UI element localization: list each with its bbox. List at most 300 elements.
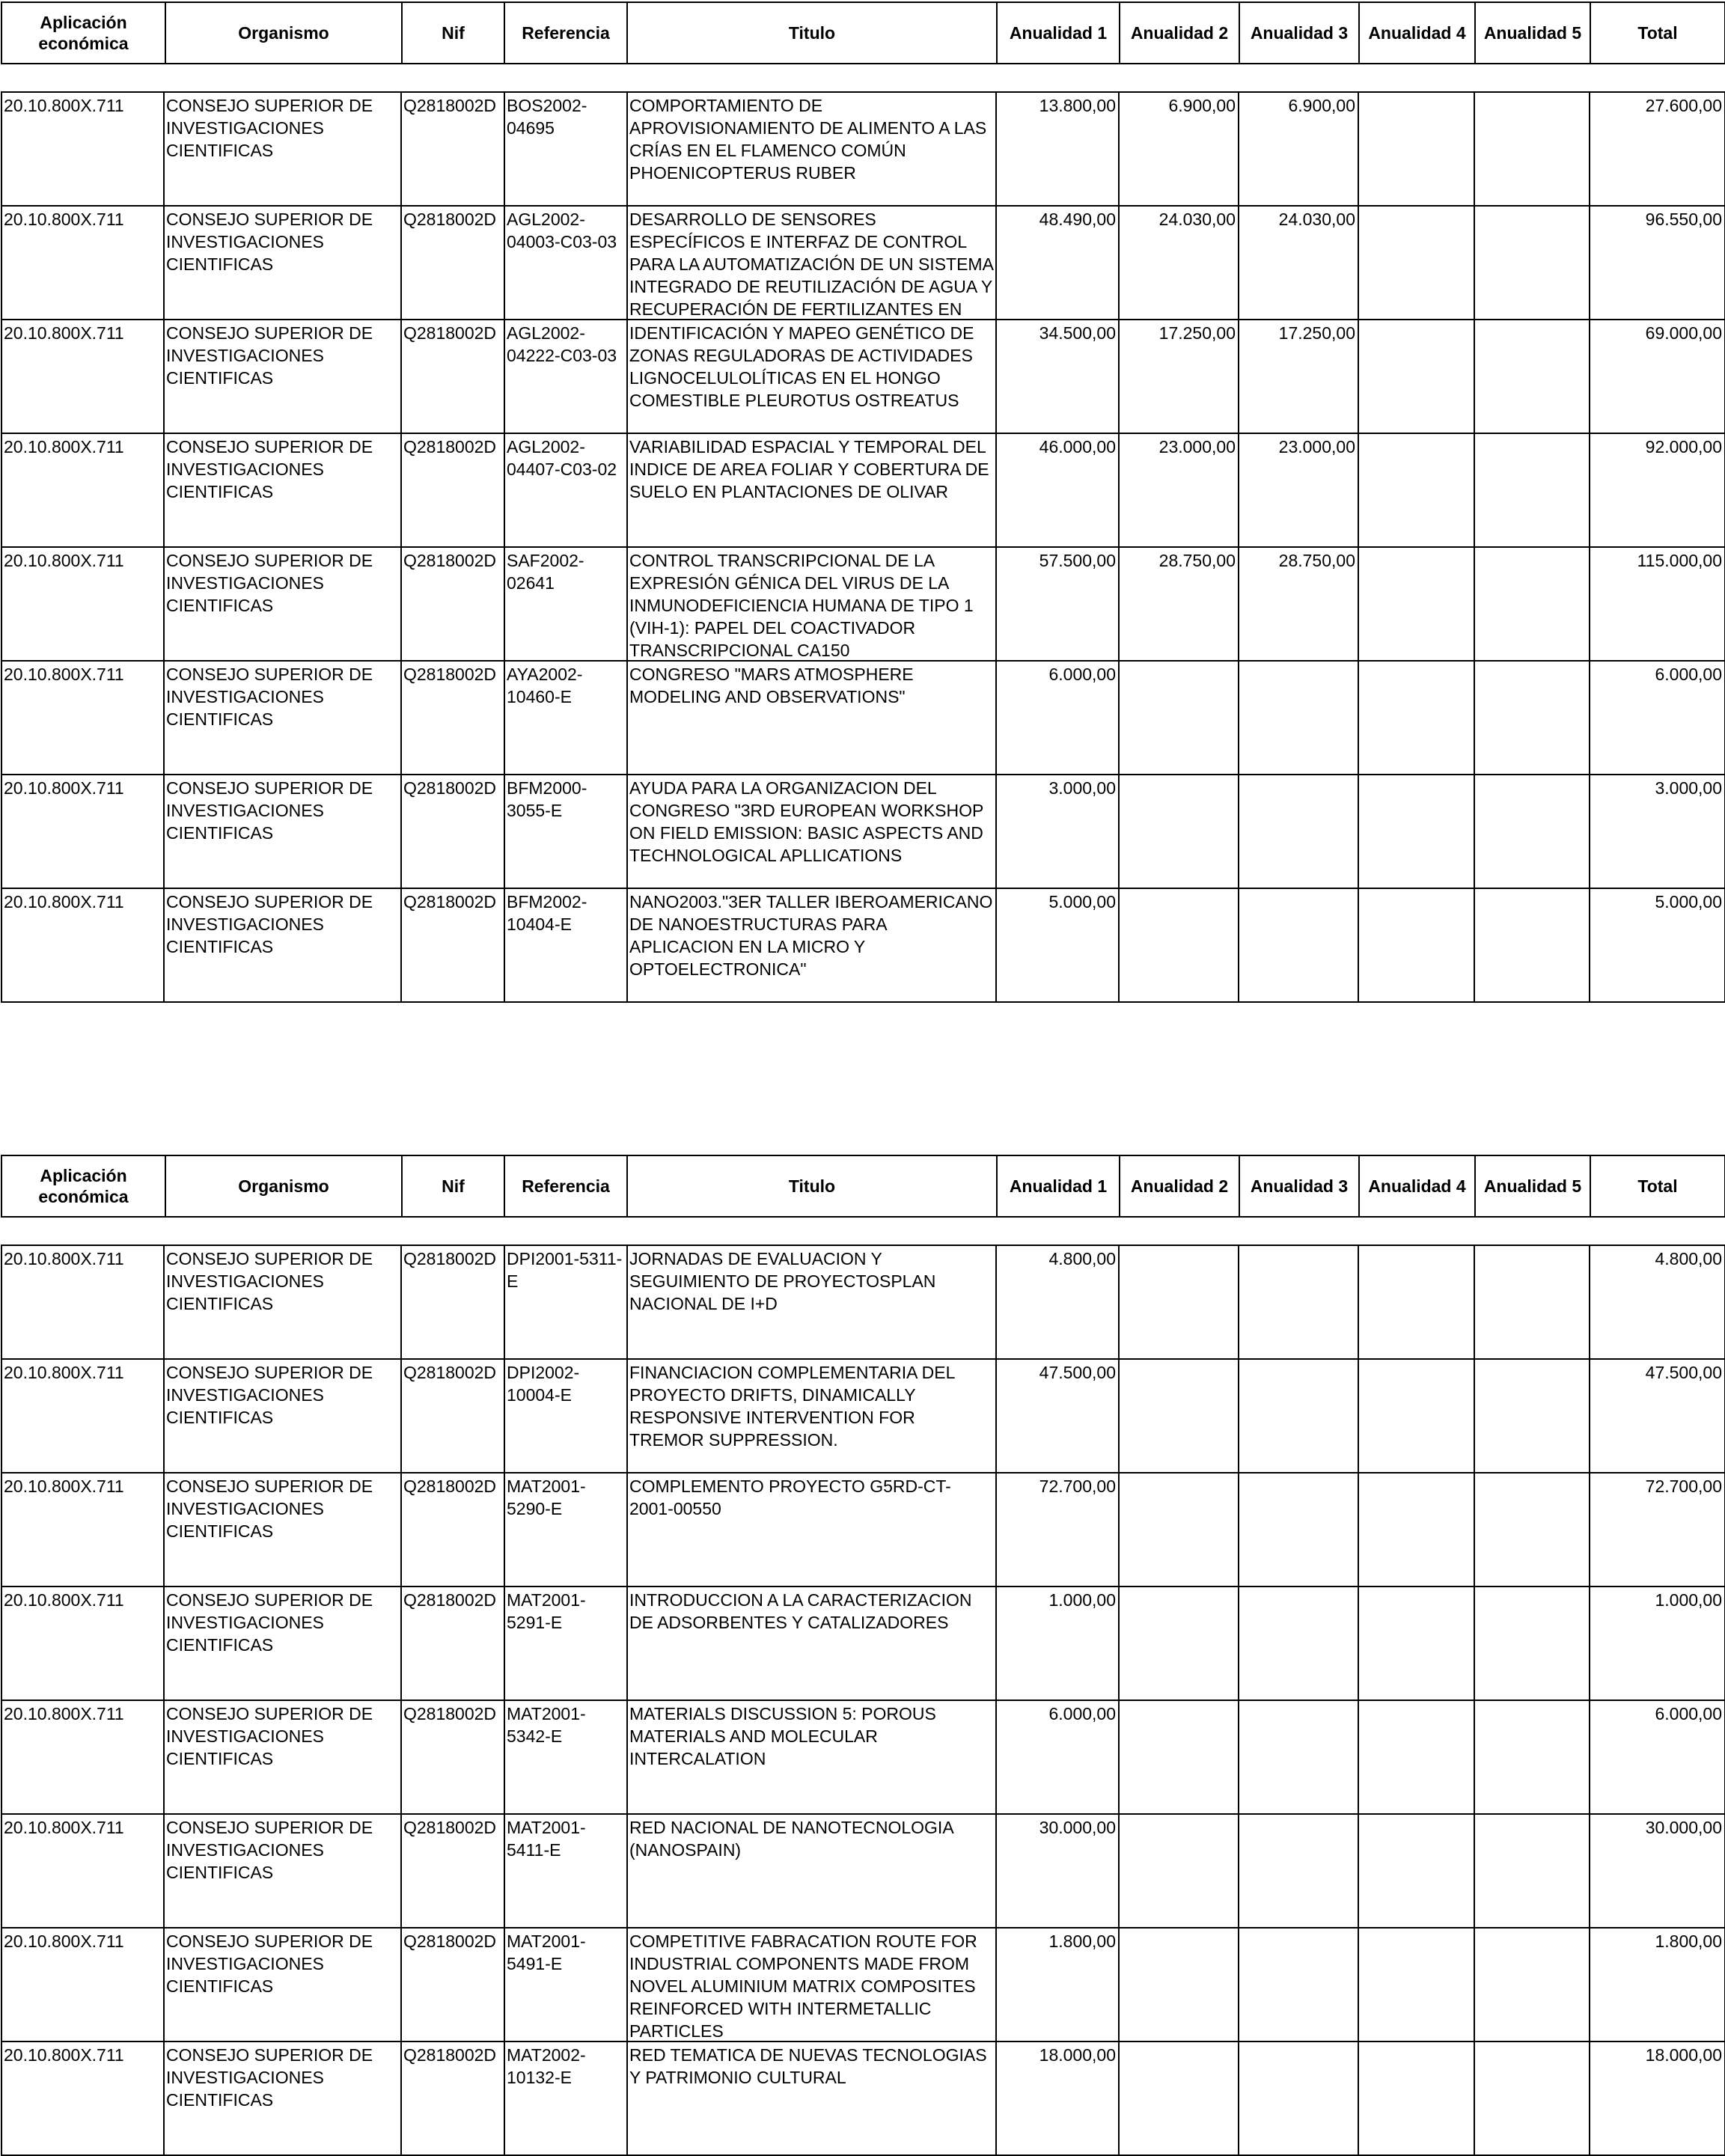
cell-anualidad-4 <box>1358 547 1474 661</box>
cell-text: CONSEJO SUPERIOR DE INVESTIGACIONES CIENTIFICAS <box>166 665 373 729</box>
cell-total <box>1590 433 1725 547</box>
cell-aplicacion <box>1 1587 164 1700</box>
cell-anualidad-2 <box>1119 206 1239 320</box>
cell-anualidad-1 <box>996 1473 1119 1587</box>
cell-aplicacion <box>1 775 164 888</box>
cell-text: 27.600,00 <box>1645 96 1722 115</box>
cell-anualidad-4 <box>1358 1587 1474 1700</box>
cell-text: AGL2002-04003-C03-03 <box>507 210 617 251</box>
cell-text: MAT2002-10132-E <box>507 2045 586 2087</box>
cell-referencia <box>504 1587 627 1700</box>
cell-text: 46.000,00 <box>1039 437 1116 456</box>
cell-text: CONSEJO SUPERIOR DE INVESTIGACIONES CIENTIFICAS <box>166 1931 373 1996</box>
cell-organismo <box>164 1700 401 1814</box>
cell-text: 6.900,00 <box>1288 96 1355 115</box>
cell-text: 3.000,00 <box>1048 778 1116 798</box>
cell-text: 20.10.800X.711 <box>4 665 124 684</box>
cell-referencia <box>504 888 627 1002</box>
cell-nif <box>401 1587 504 1700</box>
cell-aplicacion <box>1 320 164 433</box>
cell-anualidad-2 <box>1119 320 1239 433</box>
cell-text: 18.000,00 <box>1645 2045 1722 2065</box>
cell-text: 20.10.800X.711 <box>4 551 124 570</box>
cell-total <box>1590 1473 1725 1587</box>
header-titulo: Titulo <box>627 2 997 64</box>
cell-organismo <box>164 206 401 320</box>
cell-text: CONSEJO SUPERIOR DE INVESTIGACIONES CIENTIFICAS <box>166 437 373 501</box>
cell-text: 72.700,00 <box>1039 1476 1116 1496</box>
cell-text: CONTROL TRANSCRIPCIONAL DE LA EXPRESIÓN GÉNICA DEL VIRUS DE LA INMUNODEFICIENCIA HUMANA DE TIPO 1 (VIH-1): PAPEL DEL COACTIVADOR TRANSCRIPCIONAL CA150 <box>629 551 974 660</box>
cell-nif <box>401 320 504 433</box>
header-organismo: Organismo <box>165 2 402 64</box>
table-row <box>1 1587 1725 1700</box>
cell-text: 48.490,00 <box>1039 210 1116 229</box>
cell-organismo <box>164 1587 401 1700</box>
cell-anualidad-2 <box>1119 92 1239 206</box>
cell-text <box>1361 1475 1471 1586</box>
cell-total <box>1590 2042 1725 2155</box>
cell-referencia <box>504 661 627 775</box>
cell-anualidad-3 <box>1239 206 1358 320</box>
cell-text <box>1241 1589 1355 1700</box>
cell-text <box>1477 777 1587 888</box>
section-1-body <box>1 91 1725 1003</box>
cell-titulo <box>627 1359 996 1473</box>
cell-text <box>1361 208 1471 319</box>
cell-text: Q2818002D <box>403 1249 497 1268</box>
data-table <box>1 1245 1725 2156</box>
cell-anualidad-4 <box>1358 320 1474 433</box>
cell-referencia <box>504 547 627 661</box>
cell-total <box>1590 888 1725 1002</box>
cell-anualidad-1 <box>996 433 1119 547</box>
cell-text: 20.10.800X.711 <box>4 1249 124 1268</box>
header-anualidad-3: Anualidad 3 <box>1239 1155 1359 1217</box>
cell-anualidad-3 <box>1239 1928 1358 2042</box>
cell-anualidad-1 <box>996 2042 1119 2155</box>
cell-text <box>1477 208 1587 319</box>
cell-titulo <box>627 661 996 775</box>
cell-titulo <box>627 2042 996 2155</box>
cell-total <box>1590 1814 1725 1928</box>
cell-text: SAF2002-02641 <box>507 551 584 593</box>
cell-text: 115.000,00 <box>1637 551 1722 570</box>
cell-text: CONSEJO SUPERIOR DE INVESTIGACIONES CIENTIFICAS <box>166 892 373 956</box>
cell-text: Q2818002D <box>403 778 497 798</box>
cell-titulo <box>627 320 996 433</box>
table-row <box>1 1245 1725 1359</box>
cell-text: 20.10.800X.711 <box>4 778 124 798</box>
cell-anualidad-1 <box>996 92 1119 206</box>
cell-total <box>1590 1359 1725 1473</box>
cell-text <box>1361 1589 1471 1700</box>
cell-anualidad-5 <box>1474 320 1590 433</box>
cell-text: 6.000,00 <box>1655 1704 1722 1723</box>
header-anualidad-2: Anualidad 2 <box>1120 2 1239 64</box>
cell-organismo <box>164 1473 401 1587</box>
cell-referencia <box>504 1245 627 1359</box>
cell-anualidad-1 <box>996 1928 1119 2042</box>
cell-referencia <box>504 320 627 433</box>
cell-text: BFM2002-10404-E <box>507 892 587 934</box>
cell-aplicacion <box>1 1700 164 1814</box>
cell-nif <box>401 661 504 775</box>
cell-text: 20.10.800X.711 <box>4 1931 124 1951</box>
cell-titulo <box>627 433 996 547</box>
cell-text: CONSEJO SUPERIOR DE INVESTIGACIONES CIENTIFICAS <box>166 210 373 274</box>
cell-text: CONSEJO SUPERIOR DE INVESTIGACIONES CIENTIFICAS <box>166 778 373 843</box>
cell-referencia <box>504 433 627 547</box>
cell-organismo <box>164 775 401 888</box>
cell-text <box>1241 1475 1355 1586</box>
cell-text <box>1121 2044 1236 2155</box>
cell-text: IDENTIFICACIÓN Y MAPEO GENÉTICO DE ZONAS REGULADORAS DE ACTIVIDADES LIGNOCELULOLÍTICAS EN EL HONGO COMESTIBLE PLEUROTUS OSTREATUS <box>629 323 974 410</box>
cell-text: 18.000,00 <box>1039 2045 1116 2065</box>
section-1 <box>1 1 1725 64</box>
cell-titulo <box>627 888 996 1002</box>
cell-text: 5.000,00 <box>1048 892 1116 911</box>
cell-text: 57.500,00 <box>1039 551 1116 570</box>
cell-text: 20.10.800X.711 <box>4 96 124 115</box>
cell-aplicacion <box>1 1814 164 1928</box>
header-organismo: Organismo <box>165 1155 402 1217</box>
cell-anualidad-1 <box>996 1814 1119 1928</box>
cell-text <box>1477 1361 1587 1472</box>
cell-anualidad-4 <box>1358 206 1474 320</box>
cell-anualidad-3 <box>1239 2042 1358 2155</box>
cell-titulo <box>627 92 996 206</box>
cell-text: 20.10.800X.711 <box>4 1818 124 1837</box>
cell-anualidad-3 <box>1239 433 1358 547</box>
cell-text: 20.10.800X.711 <box>4 1704 124 1723</box>
cell-anualidad-4 <box>1358 1814 1474 1928</box>
cell-text <box>1477 322 1587 433</box>
cell-anualidad-5 <box>1474 888 1590 1002</box>
header-anualidad-1: Anualidad 1 <box>997 1155 1120 1217</box>
cell-text <box>1121 1930 1236 2041</box>
cell-text: 20.10.800X.711 <box>4 1476 124 1496</box>
cell-text: MAT2001-5291-E <box>507 1590 586 1632</box>
cell-anualidad-5 <box>1474 1245 1590 1359</box>
header-nif: Nif <box>402 2 504 64</box>
cell-text: MAT2001-5411-E <box>507 1818 586 1860</box>
header-nif: Nif <box>402 1155 504 1217</box>
cell-text <box>1121 1475 1236 1586</box>
header-anualidad-5: Anualidad 5 <box>1475 1155 1590 1217</box>
cell-organismo <box>164 1928 401 2042</box>
cell-aplicacion <box>1 206 164 320</box>
cell-anualidad-2 <box>1119 1700 1239 1814</box>
cell-text: COMPORTAMIENTO DE APROVISIONAMIENTO DE ALIMENTO A LAS CRÍAS EN EL FLAMENCO COMÚN PHOENICOPTERUS RUBER <box>629 96 987 183</box>
cell-text: DPI2002-10004-E <box>507 1363 580 1405</box>
cell-text: INTRODUCCION A LA CARACTERIZACION DE ADSORBENTES Y CATALIZADORES <box>629 1590 972 1632</box>
cell-text <box>1121 1589 1236 1700</box>
cell-text <box>1121 663 1236 774</box>
table-row <box>1 433 1725 547</box>
cell-aplicacion <box>1 433 164 547</box>
cell-anualidad-4 <box>1358 433 1474 547</box>
cell-nif <box>401 775 504 888</box>
cell-anualidad-3 <box>1239 775 1358 888</box>
cell-anualidad-3 <box>1239 1814 1358 1928</box>
cell-text <box>1361 94 1471 205</box>
cell-nif <box>401 888 504 1002</box>
cell-anualidad-5 <box>1474 433 1590 547</box>
cell-text: 20.10.800X.711 <box>4 1363 124 1382</box>
cell-text <box>1477 436 1587 546</box>
cell-anualidad-3 <box>1239 1359 1358 1473</box>
header-referencia: Referencia <box>504 2 627 64</box>
cell-text: Q2818002D <box>403 1931 497 1951</box>
cell-text: 72.700,00 <box>1645 1476 1722 1496</box>
cell-anualidad-5 <box>1474 2042 1590 2155</box>
section-2 <box>1 1155 1725 1218</box>
cell-anualidad-3 <box>1239 1700 1358 1814</box>
cell-anualidad-1 <box>996 888 1119 1002</box>
cell-text: Q2818002D <box>403 2045 497 2065</box>
cell-titulo <box>627 775 996 888</box>
cell-nif <box>401 1700 504 1814</box>
cell-anualidad-4 <box>1358 1359 1474 1473</box>
cell-text: Q2818002D <box>403 665 497 684</box>
cell-anualidad-5 <box>1474 1814 1590 1928</box>
cell-text: 30.000,00 <box>1039 1818 1116 1837</box>
cell-anualidad-2 <box>1119 547 1239 661</box>
cell-text: Q2818002D <box>403 551 497 570</box>
cell-anualidad-2 <box>1119 1245 1239 1359</box>
cell-text <box>1121 777 1236 888</box>
table-row <box>1 1700 1725 1814</box>
cell-anualidad-3 <box>1239 92 1358 206</box>
header-anualidad-5: Anualidad 5 <box>1475 2 1590 64</box>
cell-text: Q2818002D <box>403 1590 497 1610</box>
cell-text: Q2818002D <box>403 892 497 911</box>
cell-total <box>1590 661 1725 775</box>
table-row <box>1 1814 1725 1928</box>
cell-anualidad-5 <box>1474 1700 1590 1814</box>
cell-total <box>1590 1587 1725 1700</box>
cell-nif <box>401 206 504 320</box>
cell-text: Q2818002D <box>403 1476 497 1496</box>
cell-anualidad-3 <box>1239 1587 1358 1700</box>
cell-text <box>1241 1248 1355 1358</box>
table-row <box>1 2042 1725 2155</box>
cell-anualidad-4 <box>1358 775 1474 888</box>
header-referencia: Referencia <box>504 1155 627 1217</box>
header-anualidad-1: Anualidad 1 <box>997 2 1120 64</box>
cell-text: 47.500,00 <box>1039 1363 1116 1382</box>
cell-text: AYUDA PARA LA ORGANIZACION DEL CONGRESO "3RD EUROPEAN WORKSHOP ON FIELD EMISSION: BASIC ASPECTS AND TECHNOLOGICAL APLLICATIONS <box>629 778 983 865</box>
cell-text: 20.10.800X.711 <box>4 892 124 911</box>
cell-text <box>1361 663 1471 774</box>
cell-text <box>1121 891 1236 1001</box>
cell-text: Q2818002D <box>403 210 497 229</box>
cell-nif <box>401 1928 504 2042</box>
cell-text: AGL2002-04407-C03-02 <box>507 437 617 479</box>
cell-anualidad-5 <box>1474 547 1590 661</box>
cell-text: CONSEJO SUPERIOR DE INVESTIGACIONES CIENTIFICAS <box>166 1249 373 1313</box>
table-row <box>1 661 1725 775</box>
cell-organismo <box>164 547 401 661</box>
cell-anualidad-1 <box>996 1587 1119 1700</box>
cell-text: Q2818002D <box>403 437 497 456</box>
cell-text <box>1361 549 1471 660</box>
cell-text: 5.000,00 <box>1655 892 1722 911</box>
cell-anualidad-5 <box>1474 92 1590 206</box>
cell-text: RED NACIONAL DE NANOTECNOLOGIA (NANOSPAIN) <box>629 1818 953 1860</box>
cell-text: 28.750,00 <box>1158 551 1236 570</box>
cell-text <box>1241 1816 1355 1927</box>
cell-text <box>1361 436 1471 546</box>
cell-anualidad-3 <box>1239 1245 1358 1359</box>
cell-total <box>1590 547 1725 661</box>
cell-anualidad-2 <box>1119 1928 1239 2042</box>
cell-text <box>1361 1361 1471 1472</box>
cell-text: CONGRESO "MARS ATMOSPHERE MODELING AND OBSERVATIONS" <box>629 665 914 706</box>
cell-anualidad-3 <box>1239 547 1358 661</box>
cell-text: DESARROLLO DE SENSORES ESPECÍFICOS E INTERFAZ DE CONTROL PARA LA AUTOMATIZACIÓN DE UN SISTEMA INTEGRADO DE REUTILIZACIÓN DE AGUA Y RECUPERACIÓN DE FERTILIZANTES EN <box>629 210 993 319</box>
cell-referencia <box>504 1359 627 1473</box>
header-aplicacion: Aplicación económica <box>1 2 165 64</box>
header-table <box>1 1155 1725 1218</box>
cell-text: 1.800,00 <box>1048 1931 1116 1951</box>
cell-text: 13.800,00 <box>1039 96 1116 115</box>
table-row <box>1 206 1725 320</box>
cell-text <box>1477 1702 1587 1813</box>
cell-aplicacion <box>1 2042 164 2155</box>
cell-text: CONSEJO SUPERIOR DE INVESTIGACIONES CIENTIFICAS <box>166 323 373 388</box>
cell-text: RED TEMATICA DE NUEVAS TECNOLOGIAS Y PATRIMONIO CULTURAL <box>629 2045 987 2087</box>
cell-text <box>1121 1248 1236 1358</box>
cell-anualidad-1 <box>996 1359 1119 1473</box>
cell-anualidad-5 <box>1474 661 1590 775</box>
cell-aplicacion <box>1 547 164 661</box>
cell-anualidad-3 <box>1239 888 1358 1002</box>
cell-referencia <box>504 2042 627 2155</box>
cell-text: 20.10.800X.711 <box>4 2045 124 2065</box>
cell-anualidad-4 <box>1358 2042 1474 2155</box>
cell-anualidad-1 <box>996 661 1119 775</box>
cell-text: CONSEJO SUPERIOR DE INVESTIGACIONES CIENTIFICAS <box>166 1363 373 1427</box>
cell-text: 4.800,00 <box>1655 1249 1722 1268</box>
cell-anualidad-1 <box>996 206 1119 320</box>
cell-organismo <box>164 1245 401 1359</box>
cell-text <box>1241 1930 1355 2041</box>
cell-anualidad-4 <box>1358 888 1474 1002</box>
cell-text: 24.030,00 <box>1278 210 1355 229</box>
cell-text: 20.10.800X.711 <box>4 437 124 456</box>
cell-text <box>1361 1816 1471 1927</box>
cell-text: Q2818002D <box>403 1818 497 1837</box>
header-total: Total <box>1590 2 1725 64</box>
cell-referencia <box>504 1928 627 2042</box>
cell-text: 92.000,00 <box>1645 437 1722 456</box>
cell-text: CONSEJO SUPERIOR DE INVESTIGACIONES CIENTIFICAS <box>166 1476 373 1541</box>
cell-text: CONSEJO SUPERIOR DE INVESTIGACIONES CIENTIFICAS <box>166 96 373 160</box>
cell-text: 1.000,00 <box>1655 1590 1722 1610</box>
cell-referencia <box>504 1473 627 1587</box>
header-aplicacion: Aplicación económica <box>1 1155 165 1217</box>
cell-text: VARIABILIDAD ESPACIAL Y TEMPORAL DEL INDICE DE AREA FOLIAR Y COBERTURA DE SUELO EN PLANTACIONES DE OLIVAR <box>629 437 989 501</box>
cell-total <box>1590 320 1725 433</box>
cell-text: AGL2002-04222-C03-03 <box>507 323 617 365</box>
cell-aplicacion <box>1 1473 164 1587</box>
cell-anualidad-5 <box>1474 1928 1590 2042</box>
cell-anualidad-4 <box>1358 1245 1474 1359</box>
cell-text: Q2818002D <box>403 1363 497 1382</box>
header-anualidad-4: Anualidad 4 <box>1359 1155 1475 1217</box>
cell-text: 4.800,00 <box>1048 1249 1116 1268</box>
cell-text: 24.030,00 <box>1158 210 1236 229</box>
cell-total <box>1590 1928 1725 2042</box>
cell-aplicacion <box>1 661 164 775</box>
cell-anualidad-5 <box>1474 206 1590 320</box>
cell-text <box>1477 1816 1587 1927</box>
cell-nif <box>401 1473 504 1587</box>
cell-anualidad-4 <box>1358 1928 1474 2042</box>
cell-titulo <box>627 1245 996 1359</box>
cell-nif <box>401 2042 504 2155</box>
cell-text: JORNADAS DE EVALUACION Y SEGUIMIENTO DE PROYECTOSPLAN NACIONAL DE I+D <box>629 1249 936 1313</box>
cell-text: 69.000,00 <box>1645 323 1722 343</box>
cell-organismo <box>164 320 401 433</box>
header-anualidad-4: Anualidad 4 <box>1359 2 1475 64</box>
table-row <box>1 320 1725 433</box>
cell-text <box>1477 1589 1587 1700</box>
cell-anualidad-1 <box>996 775 1119 888</box>
cell-organismo <box>164 1814 401 1928</box>
cell-titulo <box>627 1928 996 2042</box>
cell-nif <box>401 1245 504 1359</box>
cell-text: 20.10.800X.711 <box>4 323 124 343</box>
cell-text: CONSEJO SUPERIOR DE INVESTIGACIONES CIENTIFICAS <box>166 551 373 615</box>
cell-anualidad-4 <box>1358 1473 1474 1587</box>
table-row <box>1 775 1725 888</box>
cell-text <box>1361 322 1471 433</box>
cell-anualidad-1 <box>996 1245 1119 1359</box>
cell-nif <box>401 547 504 661</box>
cell-organismo <box>164 661 401 775</box>
cell-text: FINANCIACION COMPLEMENTARIA DEL PROYECTO DRIFTS, DINAMICALLY RESPONSIVE INTERVENTION FOR TREMOR SUPPRESSION. <box>629 1363 955 1450</box>
cell-titulo <box>627 547 996 661</box>
cell-anualidad-3 <box>1239 1473 1358 1587</box>
cell-text: 6.000,00 <box>1655 665 1722 684</box>
header-table <box>1 1 1725 64</box>
cell-text: CONSEJO SUPERIOR DE INVESTIGACIONES CIENTIFICAS <box>166 1590 373 1655</box>
cell-text: 17.250,00 <box>1278 323 1355 343</box>
cell-text: DPI2001-5311-E <box>507 1249 623 1291</box>
cell-nif <box>401 92 504 206</box>
cell-text <box>1361 777 1471 888</box>
cell-text <box>1121 1361 1236 1472</box>
cell-text <box>1477 1475 1587 1586</box>
cell-aplicacion <box>1 1359 164 1473</box>
cell-text <box>1361 891 1471 1001</box>
table-row <box>1 888 1725 1002</box>
cell-text <box>1477 891 1587 1001</box>
cell-anualidad-5 <box>1474 1473 1590 1587</box>
cell-nif <box>401 1359 504 1473</box>
cell-text: BFM2000-3055-E <box>507 778 587 820</box>
cell-anualidad-3 <box>1239 320 1358 433</box>
cell-anualidad-2 <box>1119 775 1239 888</box>
cell-text: MAT2001-5491-E <box>507 1931 586 1973</box>
cell-text <box>1361 1930 1471 2041</box>
cell-text: 17.250,00 <box>1158 323 1236 343</box>
cell-total <box>1590 775 1725 888</box>
cell-aplicacion <box>1 1928 164 2042</box>
cell-anualidad-4 <box>1358 661 1474 775</box>
